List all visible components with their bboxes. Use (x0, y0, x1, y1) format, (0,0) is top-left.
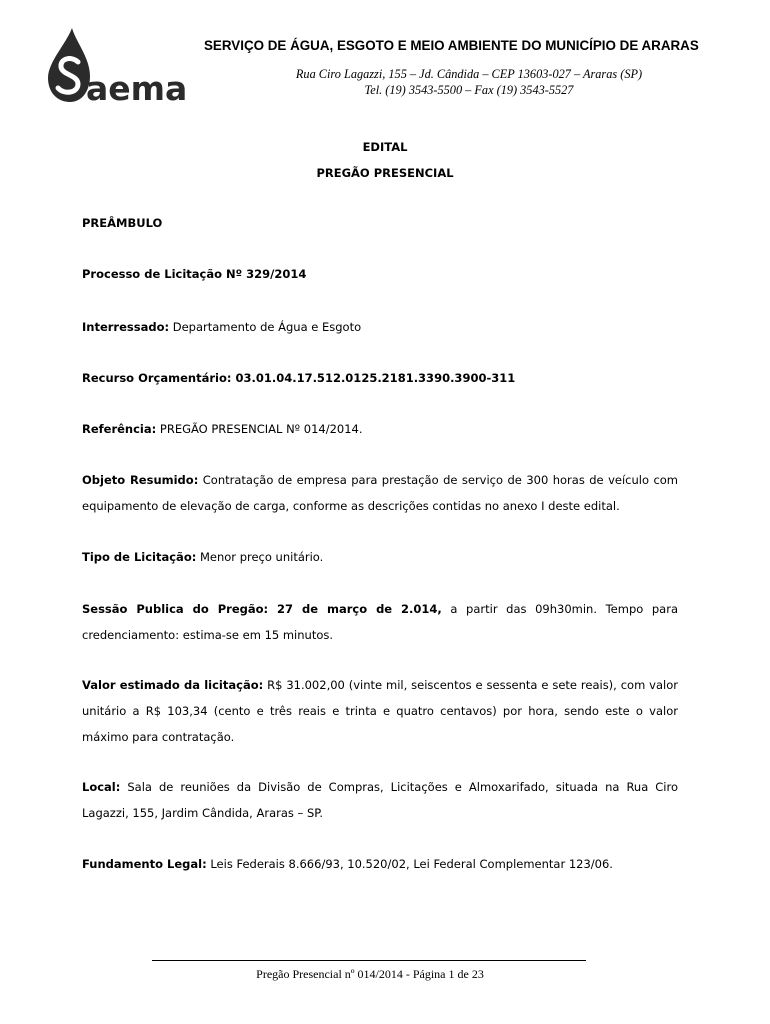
processo-line: Processo de Licitação Nº 329/2014 (82, 267, 307, 281)
interessado-line: Interressado: Departamento de Água e Esgoto (82, 320, 362, 334)
footer-divider (152, 960, 586, 961)
document-title: EDITAL (362, 140, 408, 154)
fundamento-line: Fundamento Legal: Leis Federais 8.666/93, 10.520/02, Lei Federal Complementar 123/06. (82, 857, 613, 871)
objeto-paragraph: Objeto Resumido: Contratação de empresa para prestação de serviço de 300 horas de veículo com equipamento de elevação de carga, conforme as descrições contidas no anexo I deste edital. (82, 473, 679, 513)
sessao-paragraph: Sessão Publica do Pregão: 27 de março de 2.014, a partir das 09h30min. Tempo para credenciamento: estima-se em 15 minutos. (82, 602, 679, 642)
referencia-line: Referência: PREGÃO PRESENCIAL Nº 014/2014. (82, 422, 363, 436)
document-subtitle: PREGÃO PRESENCIAL (316, 166, 454, 180)
page-footer: Pregão Presencial nº 014/2014 - Página 1 de 23 (256, 967, 484, 981)
preambulo-heading: PREÂMBULO (82, 216, 163, 230)
water-drop-s-icon (46, 28, 196, 104)
local-paragraph: Local: Sala de reuniões da Divisão de Compras, Licitações e Almoxarifado, situada na Rua Ciro Lagazzi, 155, Jardim Cândida, Araras – SP. (82, 780, 678, 820)
phone-line: Tel. (19) 3543-5500 – Fax (19) 3543-5527 (364, 83, 574, 97)
tipo-line: Tipo de Licitação: Menor preço unitário. (82, 550, 324, 564)
recurso-line: Recurso Orçamentário: 03.01.04.17.512.0125.2181.3390.3900-311 (82, 371, 516, 385)
organization-name: SERVIÇO DE ÁGUA, ESGOTO E MEIO AMBIENTE DO MUNICÍPIO DE ARARAS (204, 38, 699, 53)
valor-paragraph: Valor estimado da licitação: R$ 31.002,00 (vinte mil, seiscentos e sessenta e sete reais), com valor unitário a R$ 103,34 (cento e três reais e trinta e quatro centavos) por hora, sendo este o valor máximo para contratação. (82, 678, 678, 744)
address-line: Rua Ciro Lagazzi, 155 – Jd. Cândida – CEP 13603-027 – Araras (SP) (295, 67, 643, 81)
logo-wordmark: aema (86, 69, 188, 104)
saema-logo (46, 28, 196, 104)
